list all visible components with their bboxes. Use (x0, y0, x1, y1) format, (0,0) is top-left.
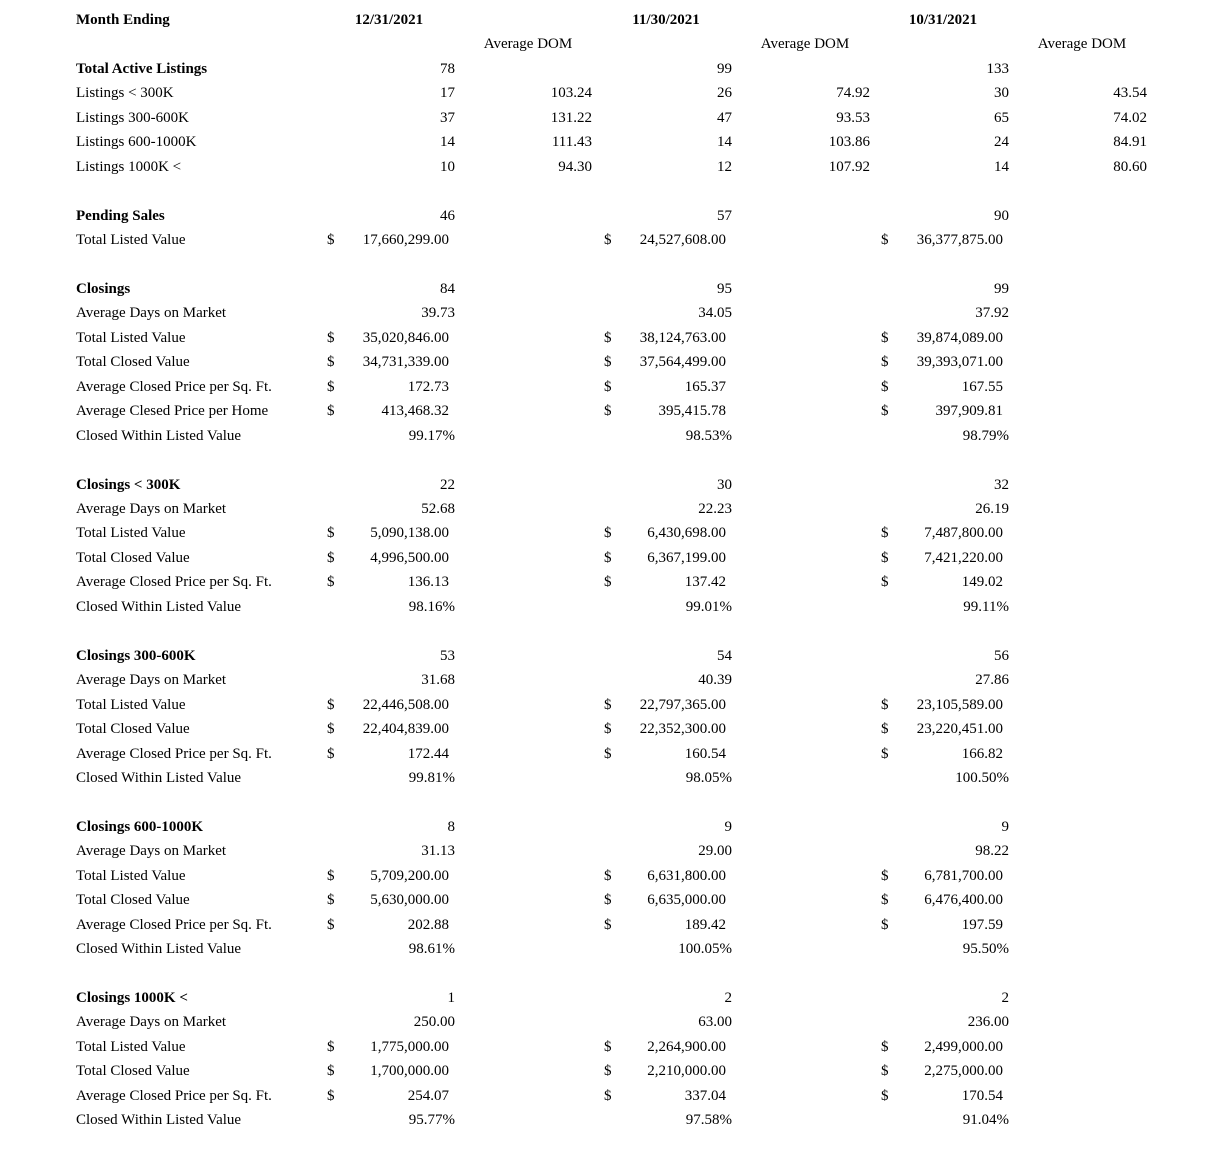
currency-symbol: $ (327, 549, 335, 566)
table-row (0, 668, 1224, 692)
row-value: 2,264,900.00 (647, 1038, 726, 1055)
section-total-value: 9 (1001, 818, 1009, 835)
row-value: 24,527,608.00 (639, 232, 726, 249)
row-value: 14 (994, 158, 1009, 175)
row-value: 14 (440, 134, 455, 151)
avg-dom-value: 107.92 (828, 158, 870, 175)
section-total-value: 2 (1001, 990, 1009, 1006)
row-value: 23,220,451.00 (916, 721, 1003, 738)
currency-symbol: $ (604, 1038, 612, 1055)
currency-symbol: $ (604, 549, 612, 566)
currency-symbol: $ (327, 1063, 335, 1080)
section-total-value: 84 (440, 280, 455, 297)
currency-symbol: $ (604, 378, 612, 395)
avg-dom-header: Average DOM (1037, 36, 1127, 53)
currency-symbol: $ (327, 329, 335, 346)
avg-dom-value: 131.22 (550, 109, 592, 126)
month-ending-label: Month Ending (76, 12, 170, 28)
row-value: 12 (717, 158, 732, 175)
row-value: 2,275,000.00 (924, 1063, 1003, 1080)
currency-symbol: $ (881, 892, 889, 909)
row-label: Total Closed Value (76, 721, 190, 738)
row-value: 166.82 (961, 745, 1003, 762)
row-value: 38,124,763.00 (639, 329, 726, 346)
row-value: 7,487,800.00 (924, 525, 1003, 542)
row-value: 26 (717, 85, 732, 102)
avg-dom-value: 93.53 (836, 109, 870, 126)
row-value: 395,415.78 (658, 403, 726, 420)
currency-symbol: $ (881, 1038, 889, 1055)
row-label: Total Listed Value (76, 329, 186, 346)
row-value: 6,631,800.00 (647, 867, 726, 884)
row-value: 98.22 (975, 843, 1009, 860)
row-value: 167.55 (961, 378, 1003, 395)
currency-symbol: $ (327, 232, 335, 249)
row-value: 47 (717, 109, 732, 126)
section-title: Closings 300-600K (76, 647, 196, 664)
avg-dom-value: 74.02 (1113, 109, 1147, 126)
section-total-value: 32 (994, 476, 1009, 493)
table-row (0, 546, 1224, 570)
row-label: Listings 1000K < (76, 158, 182, 175)
row-label: Listings 600-1000K (76, 134, 197, 151)
table-row (0, 888, 1224, 912)
row-value: 165.37 (684, 378, 726, 395)
currency-symbol: $ (881, 329, 889, 346)
row-value: 100.50% (955, 769, 1009, 786)
row-value: 22,404,839.00 (362, 721, 449, 738)
section-header-row (0, 57, 1224, 81)
row-value: 95.77% (408, 1112, 455, 1129)
row-value: 98.53% (685, 427, 732, 444)
row-value: 24 (994, 134, 1009, 151)
row-label: Closed Within Listed Value (76, 598, 242, 615)
currency-symbol: $ (881, 378, 889, 395)
row-label: Listings 300-600K (76, 109, 189, 126)
row-value: 34,731,339.00 (362, 354, 449, 371)
row-value: 1,775,000.00 (370, 1038, 449, 1055)
currency-symbol: $ (881, 721, 889, 738)
row-label: Average Clesed Price per Home (76, 403, 269, 420)
section-header-row (0, 986, 1224, 1010)
row-value: 189.42 (684, 916, 726, 933)
row-value: 6,781,700.00 (924, 867, 1003, 884)
row-value: 63.00 (698, 1014, 732, 1031)
table-row (0, 766, 1224, 790)
section-total-value: 2 (724, 990, 732, 1006)
row-label: Total Listed Value (76, 867, 186, 884)
avg-dom-value: 80.60 (1113, 158, 1147, 175)
currency-symbol: $ (604, 867, 612, 884)
section-total-value: 46 (440, 207, 455, 224)
currency-symbol: $ (327, 403, 335, 420)
section-total-value: 99 (994, 280, 1009, 297)
section-total-value: 57 (717, 207, 732, 224)
row-value: 17,660,299.00 (362, 232, 449, 249)
row-value: 136.13 (407, 574, 449, 591)
section-header-row (0, 815, 1224, 839)
currency-symbol: $ (881, 232, 889, 249)
currency-symbol: $ (604, 232, 612, 249)
row-value: 23,105,589.00 (916, 696, 1003, 713)
row-value: 22,797,365.00 (639, 696, 726, 713)
row-value: 37.92 (975, 305, 1009, 322)
date-header: 10/31/2021 (908, 12, 978, 28)
row-value: 26.19 (975, 501, 1009, 517)
row-value: 2,499,000.00 (924, 1038, 1003, 1055)
row-label: Total Closed Value (76, 892, 190, 909)
row-value: 37,564,499.00 (639, 354, 726, 371)
section-total-value: 99 (717, 60, 732, 77)
row-label: Total Listed Value (76, 696, 186, 713)
row-value: 6,635,000.00 (647, 892, 726, 909)
row-value: 99.17% (408, 427, 455, 444)
row-value: 7,421,220.00 (924, 549, 1003, 566)
row-value: 250.00 (413, 1014, 455, 1031)
section-total-value: 133 (986, 60, 1009, 77)
row-label: Total Listed Value (76, 232, 186, 249)
row-value: 22.23 (698, 501, 732, 517)
table-row (0, 399, 1224, 423)
row-label: Average Days on Market (76, 672, 227, 689)
section-total-value: 9 (724, 818, 732, 835)
row-label: Closed Within Listed Value (76, 941, 242, 958)
row-label: Average Days on Market (76, 1014, 227, 1031)
header-row (0, 8, 1224, 32)
section-header-row (0, 473, 1224, 497)
row-value: 149.02 (961, 574, 1003, 591)
currency-symbol: $ (327, 525, 335, 542)
table-row (0, 1010, 1224, 1034)
row-value: 10 (440, 158, 455, 175)
row-value: 5,090,138.00 (370, 525, 449, 542)
table-row (0, 595, 1224, 619)
row-value: 39,393,071.00 (916, 354, 1003, 371)
section-header-row (0, 204, 1224, 228)
row-value: 337.04 (684, 1087, 726, 1104)
row-value: 34.05 (698, 305, 732, 322)
row-value: 36,377,875.00 (916, 232, 1003, 249)
row-label: Average Days on Market (76, 843, 227, 860)
table-row (0, 937, 1224, 961)
table-row (0, 326, 1224, 350)
currency-symbol: $ (881, 745, 889, 762)
row-label: Average Days on Market (76, 305, 227, 322)
currency-symbol: $ (881, 403, 889, 420)
section-title: Total Active Listings (76, 60, 208, 77)
currency-symbol: $ (881, 1087, 889, 1104)
row-value: 172.44 (407, 745, 449, 762)
section-total-value: 30 (717, 476, 732, 493)
currency-symbol: $ (881, 525, 889, 542)
row-label: Total Listed Value (76, 1038, 186, 1055)
currency-symbol: $ (604, 574, 612, 591)
table-row (0, 693, 1224, 717)
section-total-value: 90 (994, 207, 1009, 224)
section-title: Closings < 300K (76, 476, 181, 493)
avg-dom-value: 84.91 (1113, 134, 1147, 151)
section-total-value: 53 (440, 647, 455, 664)
currency-symbol: $ (327, 696, 335, 713)
row-label: Closed Within Listed Value (76, 769, 242, 786)
row-value: 1,700,000.00 (370, 1063, 449, 1080)
table-row (0, 155, 1224, 179)
row-label: Closed Within Listed Value (76, 427, 242, 444)
currency-symbol: $ (604, 329, 612, 346)
row-value: 172.73 (407, 378, 449, 395)
currency-symbol: $ (881, 867, 889, 884)
section-total-value: 95 (717, 280, 732, 297)
table-row (0, 1108, 1224, 1132)
currency-symbol: $ (327, 378, 335, 395)
section-title: Closings (76, 280, 131, 297)
currency-symbol: $ (881, 1063, 889, 1080)
currency-symbol: $ (327, 892, 335, 909)
currency-symbol: $ (604, 721, 612, 738)
row-value: 99.11% (963, 598, 1009, 615)
row-value: 254.07 (407, 1087, 449, 1104)
row-value: 5,709,200.00 (370, 867, 449, 884)
currency-symbol: $ (881, 549, 889, 566)
row-value: 137.42 (684, 574, 726, 591)
row-value: 37 (440, 109, 455, 126)
section-header-row (0, 644, 1224, 668)
row-value: 397,909.81 (935, 403, 1003, 420)
row-value: 31.13 (421, 843, 455, 860)
row-value: 22,446,508.00 (362, 696, 449, 713)
table-row (0, 1035, 1224, 1059)
section-title: Closings 600-1000K (76, 818, 204, 835)
table-row (0, 742, 1224, 766)
avg-dom-header: Average DOM (483, 36, 573, 53)
section-title: Pending Sales (76, 207, 165, 224)
table-row (0, 1059, 1224, 1083)
table-row (0, 497, 1224, 521)
table-row (0, 570, 1224, 594)
currency-symbol: $ (604, 696, 612, 713)
avg-dom-value: 74.92 (836, 85, 870, 102)
section-total-value: 56 (994, 647, 1009, 664)
row-value: 17 (440, 85, 455, 102)
currency-symbol: $ (327, 916, 335, 933)
row-value: 202.88 (407, 916, 449, 933)
section-total-value: 78 (440, 60, 455, 77)
currency-symbol: $ (327, 745, 335, 762)
row-value: 5,630,000.00 (370, 892, 449, 909)
table-row (0, 864, 1224, 888)
row-value: 27.86 (975, 672, 1009, 689)
row-value: 413,468.32 (381, 403, 449, 420)
currency-symbol: $ (604, 916, 612, 933)
row-value: 35,020,846.00 (362, 329, 449, 346)
row-value: 52.68 (421, 501, 455, 517)
row-value: 39.73 (421, 305, 455, 322)
currency-symbol: $ (327, 867, 335, 884)
table-row (0, 228, 1224, 252)
row-value: 160.54 (684, 745, 726, 762)
table-row (0, 521, 1224, 545)
avg-dom-value: 103.24 (550, 85, 592, 102)
section-title: Closings 1000K < (76, 990, 188, 1006)
row-value: 39,874,089.00 (916, 329, 1003, 346)
row-label: Average Closed Price per Sq. Ft. (76, 574, 272, 591)
row-value: 95.50% (962, 941, 1009, 958)
currency-symbol: $ (604, 525, 612, 542)
currency-symbol: $ (881, 916, 889, 933)
row-value: 6,367,199.00 (647, 549, 726, 566)
row-value: 65 (994, 109, 1009, 126)
row-value: 14 (717, 134, 732, 151)
currency-symbol: $ (327, 574, 335, 591)
currency-symbol: $ (604, 403, 612, 420)
section-header-row (0, 277, 1224, 301)
row-label: Average Days on Market (76, 501, 227, 517)
row-label: Average Closed Price per Sq. Ft. (76, 745, 272, 762)
row-value: 236.00 (967, 1014, 1009, 1031)
row-label: Closed Within Listed Value (76, 1112, 242, 1129)
row-value: 170.54 (961, 1087, 1003, 1104)
avg-dom-value: 103.86 (828, 134, 870, 151)
row-value: 100.05% (678, 941, 732, 958)
row-label: Average Closed Price per Sq. Ft. (76, 1087, 272, 1104)
date-header: 12/31/2021 (354, 12, 424, 28)
row-value: 98.16% (408, 598, 455, 615)
row-value: 98.79% (962, 427, 1009, 444)
row-value: 31.68 (421, 672, 455, 689)
currency-symbol: $ (327, 354, 335, 371)
currency-symbol: $ (604, 892, 612, 909)
row-value: 22,352,300.00 (639, 721, 726, 738)
table-row (0, 717, 1224, 741)
row-value: 97.58% (685, 1112, 732, 1129)
row-label: Total Listed Value (76, 525, 186, 542)
row-value: 6,430,698.00 (647, 525, 726, 542)
currency-symbol: $ (604, 354, 612, 371)
avg-dom-value: 43.54 (1113, 85, 1147, 102)
row-value: 99.81% (408, 769, 455, 786)
row-value: 6,476,400.00 (924, 892, 1003, 909)
row-value: 91.04% (962, 1112, 1009, 1129)
table-row (0, 106, 1224, 130)
currency-symbol: $ (604, 1087, 612, 1104)
table-row (0, 350, 1224, 374)
row-label: Average Closed Price per Sq. Ft. (76, 916, 272, 933)
row-value: 99.01% (685, 598, 732, 615)
currency-symbol: $ (327, 721, 335, 738)
row-value: 29.00 (698, 843, 732, 860)
row-value: 40.39 (698, 672, 732, 689)
table-row (0, 375, 1224, 399)
row-label: Total Closed Value (76, 549, 190, 566)
row-value: 30 (994, 85, 1009, 102)
row-value: 4,996,500.00 (370, 549, 449, 566)
row-value: 197.59 (961, 916, 1003, 933)
currency-symbol: $ (604, 745, 612, 762)
currency-symbol: $ (881, 354, 889, 371)
table-row (0, 130, 1224, 154)
avg-dom-value: 111.43 (551, 134, 592, 151)
currency-symbol: $ (327, 1087, 335, 1104)
section-total-value: 1 (447, 990, 455, 1006)
currency-symbol: $ (604, 1063, 612, 1080)
section-total-value: 22 (440, 476, 455, 493)
avg-dom-header-row (0, 32, 1224, 56)
row-label: Average Closed Price per Sq. Ft. (76, 378, 272, 395)
row-value: 98.61% (408, 941, 455, 958)
table-row (0, 839, 1224, 863)
section-total-value: 8 (447, 818, 455, 835)
table-row (0, 301, 1224, 325)
row-value: 98.05% (685, 769, 732, 786)
table-row (0, 1084, 1224, 1108)
avg-dom-header: Average DOM (760, 36, 850, 53)
table-row (0, 913, 1224, 937)
date-header: 11/30/2021 (632, 12, 700, 28)
table-row (0, 424, 1224, 448)
row-label: Listings < 300K (76, 85, 174, 102)
avg-dom-value: 94.30 (558, 158, 592, 175)
currency-symbol: $ (327, 1038, 335, 1055)
currency-symbol: $ (881, 696, 889, 713)
table-row (0, 81, 1224, 105)
row-label: Total Closed Value (76, 354, 190, 371)
row-value: 2,210,000.00 (647, 1063, 726, 1080)
currency-symbol: $ (881, 574, 889, 591)
row-label: Total Closed Value (76, 1063, 190, 1080)
section-total-value: 54 (717, 647, 732, 664)
